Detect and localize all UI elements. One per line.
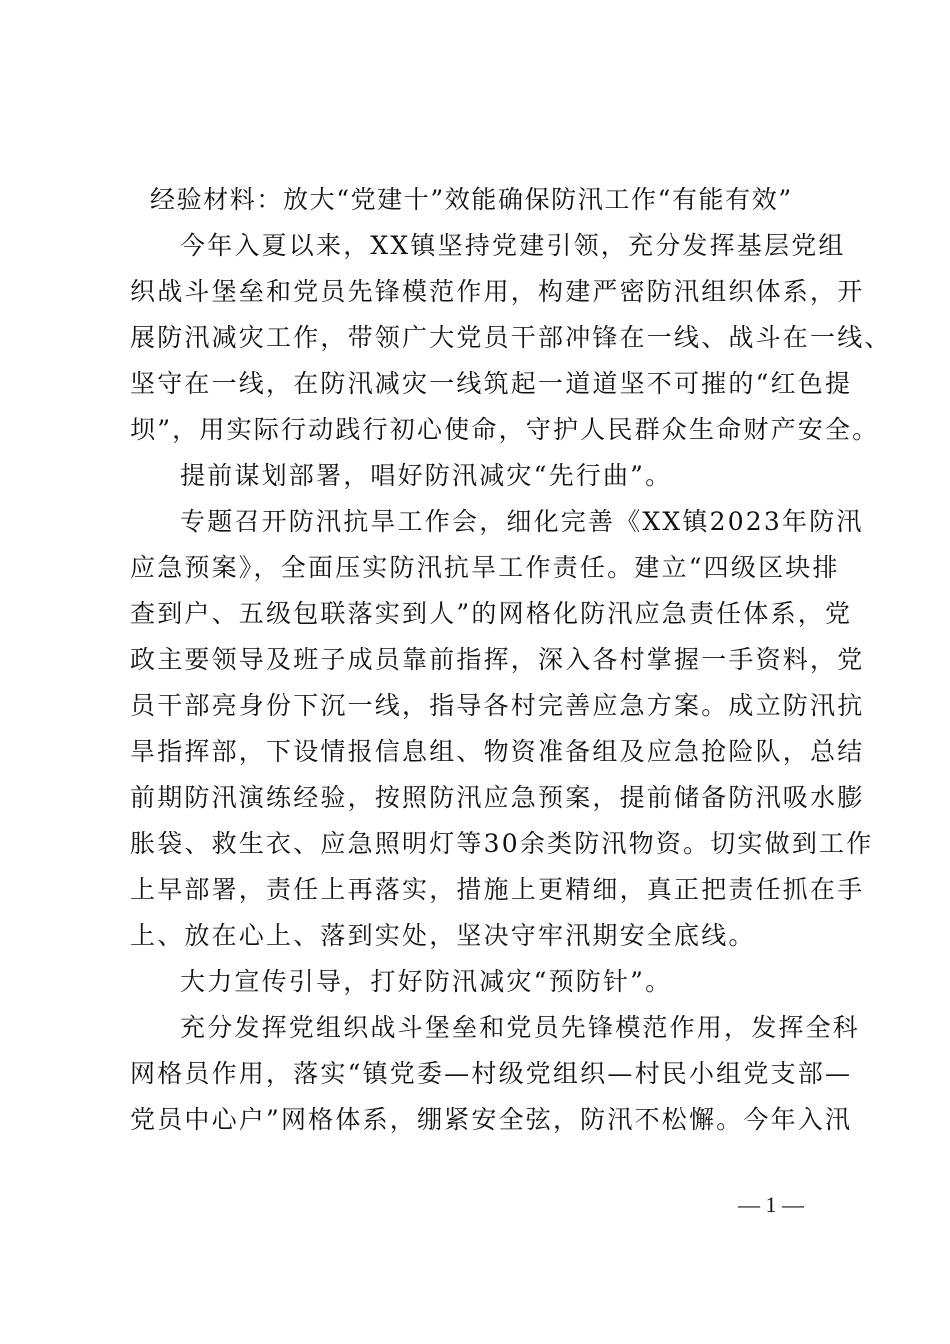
paragraph-section1-line: 上早部署，责任上再落实，措施上更精细，真正把责任抓在手 (130, 875, 865, 904)
paragraph-section1-line: 专题召开防汛抗旱工作会，细化完善《XX镇2023年防汛 (180, 507, 864, 536)
section-heading-2: 大力宣传引导，打好防汛减灾“预防针”。 (180, 967, 673, 996)
paragraph-section2-line: 网格员作用，落实“镇党委—村级党组织—村民小组党支部— (130, 1059, 853, 1088)
paragraph-section1-line: 胀袋、救生衣、应急照明灯等30余类防汛物资。切实做到工作 (130, 829, 874, 858)
paragraph-intro-line: 今年入夏以来，XX镇坚持党建引领，充分发挥基层党组 (180, 231, 846, 260)
paragraph-intro-line: 展防汛减灾工作，带领广大党员干部冲锋在一线、战斗在一线、 (130, 323, 892, 352)
paragraph-intro-line: 坚守在一线，在防汛减灾一线筑起一道道坚不可摧的“红色提 (130, 369, 853, 398)
section-heading-1: 提前谋划部署，唱好防汛减灾“先行曲”。 (180, 461, 673, 490)
paragraph-section1-line: 员干部亮身份下沉一线，指导各村完善应急方案。成立防汛抗 (130, 691, 865, 720)
paragraph-section2-line: 党员中心户”网格体系，绷紧安全弦，防汛不松懈。今年入汛 (130, 1105, 853, 1134)
paragraph-section2-line: 充分发挥党组织战斗堡垒和党员先锋模范作用，发挥全科 (180, 1013, 861, 1042)
paragraph-section1-line: 应急预案》，全面压实防汛抗旱工作责任。建立“四级区块排 (130, 553, 840, 582)
paragraph-section1-line: 前期防汛演练经验，按照防汛应急预案，提前储备防汛吸水膨 (130, 783, 865, 812)
paragraph-section1-line: 上、放在心上、落到实处，坚决守牢汛期安全底线。 (130, 921, 756, 950)
paragraph-section1-line: 旱指挥部，下设情报信息组、物资准备组及应急抢险队，总结 (130, 737, 865, 766)
document-title: 经验材料：放大“党建十”效能确保防汛工作“有能有效” (150, 185, 793, 214)
paragraph-intro-line: 织战斗堡垒和党员先锋模范作用，构建严密防汛组织体系，开 (130, 277, 865, 306)
paragraph-section1-line: 查到户、五级包联落实到人”的网格化防汛应急责任体系，党 (130, 599, 853, 628)
paragraph-intro-line: 坝”，用实际行动践行初心使命，守护人民群众生命财产安全。 (130, 415, 880, 444)
page-number: — 1 — (738, 1192, 804, 1217)
paragraph-section1-line: 政主要领导及班子成员靠前指挥，深入各村掌握一手资料，党 (130, 645, 865, 674)
